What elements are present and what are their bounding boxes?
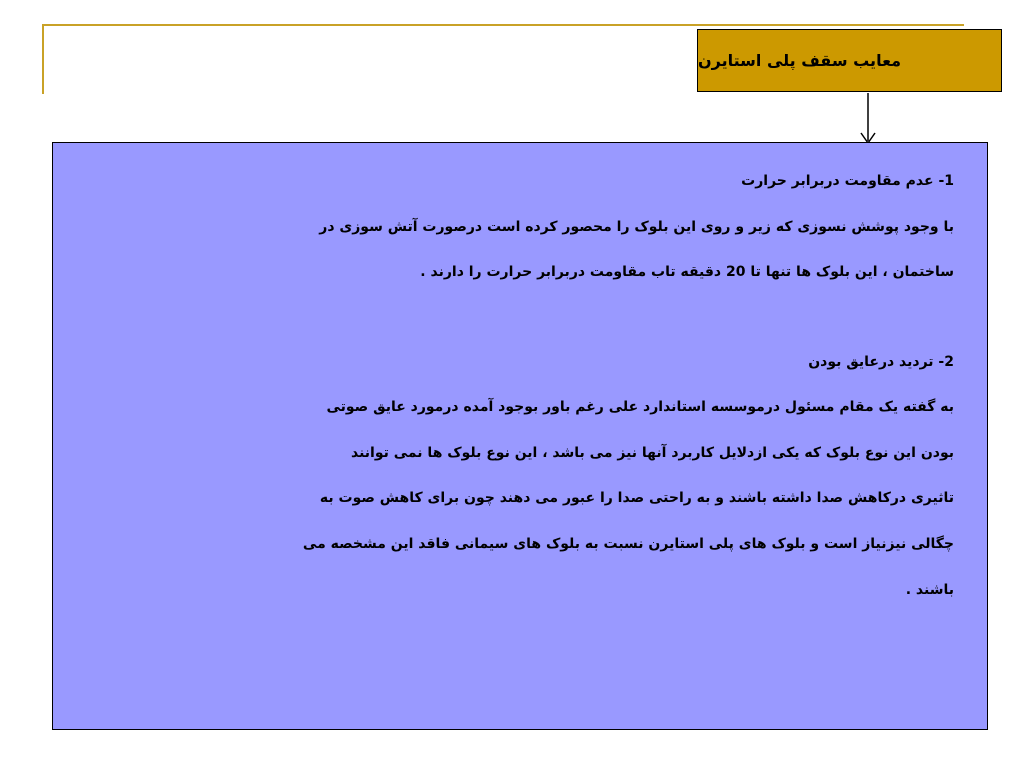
section1-line: با وجود پوشش نسوزی که زیر و روی این بلوک را محصور کرده است درصورت آتش سوزی در [319, 219, 954, 235]
content-box [52, 142, 988, 730]
section1-line: ساختمان ، این بلوک ها تنها تا 20 دقیقه تاب مقاومت دربرابر حرارت را دارند . [420, 264, 954, 280]
title-box [697, 29, 1002, 92]
left-accent-line [42, 24, 44, 94]
top-accent-line [42, 24, 964, 26]
section2-line: باشند . [905, 582, 954, 598]
section2-heading: 2- تردید درعایق بودن [808, 354, 954, 370]
section2-line: به گفته یک مقام مسئول درموسسه استاندارد علی رغم باور بوجود آمده درمورد عایق صوتی [326, 399, 954, 415]
section2-line: تاثیری درکاهش صدا داشته باشند و به راحتی صدا را عبور می دهند چون برای کاهش صوت به [319, 490, 954, 506]
section2-line: چگالی نیزنیاز است و بلوک های پلی استایرن نسبت به بلوک های سیمانی فاقد این مشخصه می [302, 536, 954, 552]
section1-heading: 1- عدم مقاومت دربرابر حرارت [741, 173, 954, 189]
down-arrow-icon [858, 93, 878, 145]
section2-line: بودن این نوع بلوک که یکی ازدلایل کاربرد آنها نیز می باشد ، این نوع بلوک ها نمی توانند [350, 445, 954, 461]
slide-title: معایب سقف پلی استایرن [698, 51, 902, 70]
